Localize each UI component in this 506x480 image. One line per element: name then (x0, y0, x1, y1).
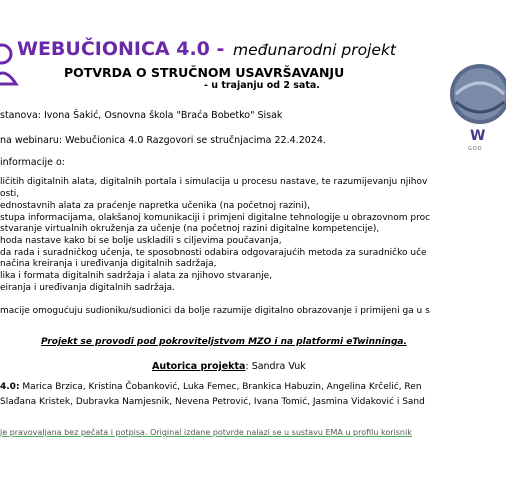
bullet-4: stupa informacijama, olakšanoj komunikaciji i primjeni digitalne tehnologije u obrazovnom proc (0, 213, 431, 223)
bullet-1: ličitih digitalnih alata, digitalnih portala i simulacija u procesu nastave, te razumijevanju njihov (0, 177, 428, 187)
bullet-7: da rada i suradničkog učenja, te sposobnosti odabira odgovarajućih metoda za suradničko uče (0, 248, 427, 258)
bullet-2: osti, (0, 189, 20, 199)
team-members-1: Marica Brzica, Kristina Čobanković, Luka Femec, Brankica Habuzin, Angelina Krčelić, Ren (19, 382, 422, 392)
author-label: Autorica projekta (152, 361, 246, 372)
team-line-1 (0, 382, 422, 392)
logo-small-text: GOD (468, 146, 483, 152)
bullet-9: lika i formata digitalnih sadržaja i alata za njihovo stvaranje, (0, 271, 273, 281)
brand-subtitle: međunarodni projekt (233, 41, 396, 59)
team-label: 4.0: (0, 382, 20, 392)
institution-line: stanova: Ivona Šakić, Osnovna škola "Braća Bobetko" Sisak (0, 110, 283, 121)
bullet-8: načina kreiranja i uređivanja digitalnih sadržaja, (0, 259, 217, 269)
brand-name: WEBUČIONICA 4.0 - (17, 38, 225, 60)
footer-note: je pravovaljana bez pečata i potpisa. Original izdane potvrde nalazi se u sustavu EMA u profilu korisnik (0, 428, 412, 437)
logo-letter: W (470, 128, 486, 144)
team-line-2: Slađana Kristek, Dubravka Namjesnik, Nevena Petrović, Ivana Tomić, Jasmina Vidaković i Sand (0, 397, 425, 407)
brand-title (17, 38, 396, 60)
info-label: informacije o: (0, 157, 66, 168)
bullet-6: hoda nastave kako bi se bolje uskladili s ciljevima poučavanja, (0, 236, 282, 246)
author-value: : Sandra Vuk (245, 361, 306, 372)
bullet-5: stvaranje virtualnih okruženja za učenje (na početnoj razini digitalne kompetencije), (0, 224, 380, 234)
certificate-duration: - u trajanju od 2 sata. (204, 80, 320, 91)
certificate-title: POTVRDA O STRUČNOM USAVRŠAVANJU (64, 65, 345, 80)
webinar-line: na webinaru: Webučionica 4.0 Razgovori se stručnjacima 22.4.2024. (0, 135, 326, 146)
bullet-10: eiranja i uređivanja digitalnih sadržaja. (0, 283, 176, 293)
summary-line: macije omogućuju sudioniku/sudionici da bolje razumije digitalno obrazovanje i primijeni ga u s (0, 306, 430, 316)
sponsor-line: Projekt se provodi pod pokroviteljstvom MZO i na platformi eTwinninga. (41, 337, 407, 347)
author-line (152, 361, 306, 372)
bullet-3: ednostavnih alata za praćenje napretka učenika (na početnoj razini), (0, 201, 311, 211)
